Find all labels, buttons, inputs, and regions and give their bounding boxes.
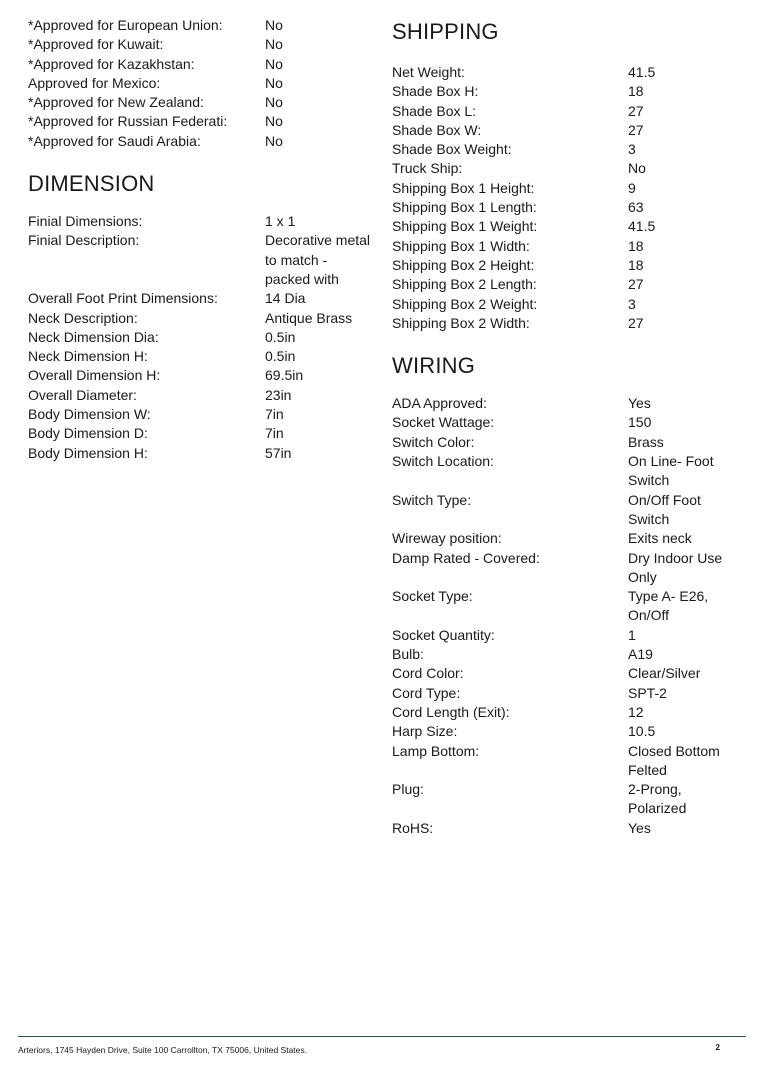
spec-value: 7in (265, 406, 284, 423)
spec-row (28, 289, 373, 308)
spec-value: No (265, 17, 283, 33)
spec-label: Approved for Mexico: (28, 74, 161, 91)
spec-label: Overall Diameter: (28, 386, 137, 403)
right-column (392, 0, 752, 838)
spec-row (392, 82, 752, 101)
spec-row (28, 309, 373, 328)
footer-address: Arteriors, 1745 Hayden Drive, Suite 100 Carrollton, TX 75006, United States. (18, 1045, 307, 1055)
spec-value: On Line- Foot Switch (628, 453, 714, 489)
spec-label: Damp Rated - Covered: (392, 549, 540, 566)
spec-value: 3 (628, 141, 636, 158)
spec-label: Finial Description: (28, 232, 140, 249)
spec-label: Bulb: (392, 646, 424, 663)
spec-value: 27 (628, 102, 644, 119)
spec-row (392, 314, 752, 333)
spec-row (28, 35, 373, 54)
spec-label: Shipping Box 1 Width: (392, 237, 530, 254)
spec-row (28, 328, 373, 347)
spec-value: 18 (628, 256, 644, 273)
spec-value: 27 (628, 121, 644, 138)
spec-value: Dry Indoor Use Only (628, 549, 723, 585)
spec-row (392, 626, 752, 645)
spec-row (392, 198, 752, 217)
spec-label: RoHS: (392, 819, 434, 836)
footer-divider (18, 1036, 746, 1037)
spec-value: Antique Brass (265, 309, 353, 326)
spec-value: No (265, 113, 283, 130)
spec-row (392, 722, 752, 741)
spec-row (28, 347, 373, 366)
spec-value: 12 (628, 703, 644, 720)
spec-value: 63 (628, 199, 644, 216)
spec-row (392, 295, 752, 314)
spec-row (28, 55, 373, 74)
spec-row (392, 491, 752, 530)
spec-value: 57in (265, 444, 292, 461)
spec-label: Net Weight: (392, 64, 465, 80)
spec-label: Cord Length (Exit): (392, 703, 510, 720)
spec-label: Shade Box H: (392, 83, 479, 100)
spec-row (392, 159, 752, 178)
spec-value: Brass (628, 433, 664, 450)
spec-label: Body Dimension W: (28, 406, 151, 423)
spec-label: Neck Dimension H: (28, 348, 148, 365)
spec-row (392, 587, 752, 626)
spec-value: No (265, 55, 283, 72)
spec-label: *Approved for European Union: (28, 17, 223, 33)
spec-row (392, 742, 752, 781)
spec-row (392, 645, 752, 664)
spec-label: Shipping Box 2 Weight: (392, 295, 538, 312)
spec-label: Socket Quantity: (392, 626, 495, 643)
spec-value: 23in (265, 386, 292, 403)
spec-label: Harp Size: (392, 723, 458, 740)
spec-label: Socket Wattage: (392, 414, 495, 431)
spec-label: Switch Type: (392, 491, 472, 508)
spec-row (392, 237, 752, 256)
spec-value: Yes (628, 819, 651, 836)
spec-label: Shade Box W: (392, 121, 482, 138)
spec-row (28, 405, 373, 424)
spec-row (28, 74, 373, 93)
spec-row (392, 140, 752, 159)
spec-value: 1 (628, 626, 636, 643)
spec-value: No (265, 36, 283, 53)
spec-row (392, 433, 752, 452)
spec-row (392, 102, 752, 121)
spec-label: Neck Dimension Dia: (28, 328, 159, 345)
spec-row (392, 549, 752, 588)
spec-label: Shade Box L: (392, 102, 477, 119)
spec-value: No (265, 74, 283, 91)
spec-label: Neck Description: (28, 309, 138, 326)
spec-value: Clear/Silver (628, 665, 701, 682)
spec-value: 1 x 1 (265, 213, 296, 230)
spec-label: Shade Box Weight: (392, 141, 512, 158)
spec-value: Closed Bottom Felted (628, 742, 720, 778)
spec-label: Shipping Box 2 Width: (392, 314, 530, 331)
spec-value: SPT-2 (628, 684, 667, 701)
spec-value: 27 (628, 276, 644, 293)
spec-value: 14 Dia (265, 290, 306, 307)
spec-value: 150 (628, 414, 652, 431)
spec-row (392, 780, 752, 819)
spec-value: Yes (628, 395, 651, 412)
spec-label: Overall Foot Print Dimensions: (28, 290, 218, 307)
spec-row (28, 366, 373, 385)
spec-row (392, 684, 752, 703)
wiring-heading: WIRING (392, 353, 476, 379)
spec-row (392, 121, 752, 140)
spec-label: Plug: (392, 781, 424, 798)
spec-label: *Approved for Kuwait: (28, 36, 164, 53)
spec-row (392, 275, 752, 294)
spec-row (28, 132, 373, 151)
left-column (28, 0, 373, 463)
spec-row (392, 63, 752, 82)
spec-label: Body Dimension D: (28, 425, 148, 442)
shipping-table (392, 63, 752, 333)
spec-row (392, 703, 752, 722)
spec-value: Exits neck (628, 530, 692, 547)
spec-row (392, 819, 752, 838)
spec-row (28, 231, 373, 289)
spec-row (392, 413, 752, 432)
spec-label: ADA Approved: (392, 395, 487, 412)
spec-label: Socket Type: (392, 588, 473, 605)
spec-row (392, 217, 752, 236)
spec-row (392, 529, 752, 548)
spec-value: 27 (628, 314, 644, 331)
spec-row (392, 394, 752, 413)
spec-row (28, 112, 373, 131)
spec-row (392, 664, 752, 683)
spec-label: Overall Dimension H: (28, 367, 161, 384)
spec-value: 41.5 (628, 64, 656, 80)
spec-label: Cord Type: (392, 684, 461, 701)
spec-label: *Approved for Russian Federati: (28, 113, 228, 130)
spec-label: Shipping Box 2 Length: (392, 276, 537, 293)
approvals-table (28, 16, 373, 151)
dimension-table (28, 212, 373, 463)
spec-label: Truck Ship: (392, 160, 463, 177)
spec-value: Type A- E26, On/Off (628, 588, 709, 624)
spec-label: Cord Color: (392, 665, 464, 682)
spec-value: 0.5in (265, 328, 296, 345)
spec-value: 69.5in (265, 367, 304, 384)
spec-value: 41.5 (628, 218, 656, 235)
spec-row (28, 16, 373, 35)
spec-value: No (265, 94, 283, 111)
spec-row (28, 424, 373, 443)
spec-row (392, 452, 752, 491)
spec-label: *Approved for Kazakhstan: (28, 55, 195, 72)
spec-row (28, 212, 373, 231)
spec-row (28, 93, 373, 112)
spec-value: Decorative metal to match - packed with (265, 232, 371, 287)
spec-label: Finial Dimensions: (28, 213, 143, 230)
spec-label: Shipping Box 1 Weight: (392, 218, 538, 235)
spec-label: Shipping Box 1 Length: (392, 199, 537, 216)
spec-value: 18 (628, 237, 644, 254)
spec-label: *Approved for New Zealand: (28, 94, 204, 111)
spec-value: 2-Prong, Polarized (628, 781, 687, 817)
spec-label: Shipping Box 2 Height: (392, 256, 535, 273)
spec-value: A19 (628, 646, 653, 663)
spec-value: 7in (265, 425, 284, 442)
dimension-heading: DIMENSION (28, 171, 155, 197)
page-number: 2 (715, 1043, 720, 1052)
spec-label: *Approved for Saudi Arabia: (28, 132, 201, 149)
spec-value: No (628, 160, 646, 177)
spec-value: 3 (628, 295, 636, 312)
shipping-heading: SHIPPING (392, 19, 499, 44)
spec-label: Wireway position: (392, 530, 502, 547)
spec-row (392, 179, 752, 198)
spec-value: 9 (628, 179, 636, 196)
spec-row (28, 444, 373, 463)
spec-value: 18 (628, 83, 644, 100)
wiring-table (392, 394, 752, 838)
spec-value: No (265, 132, 283, 149)
spec-value: On/Off Foot Switch (628, 491, 701, 527)
spec-value: 10.5 (628, 723, 656, 740)
spec-value: 0.5in (265, 348, 296, 365)
spec-label: Body Dimension H: (28, 444, 148, 461)
spec-label: Shipping Box 1 Height: (392, 179, 535, 196)
spec-label: Lamp Bottom: (392, 742, 480, 759)
spec-row (392, 256, 752, 275)
spec-row (28, 386, 373, 405)
spec-label: Switch Color: (392, 433, 475, 450)
spec-label: Switch Location: (392, 453, 494, 470)
